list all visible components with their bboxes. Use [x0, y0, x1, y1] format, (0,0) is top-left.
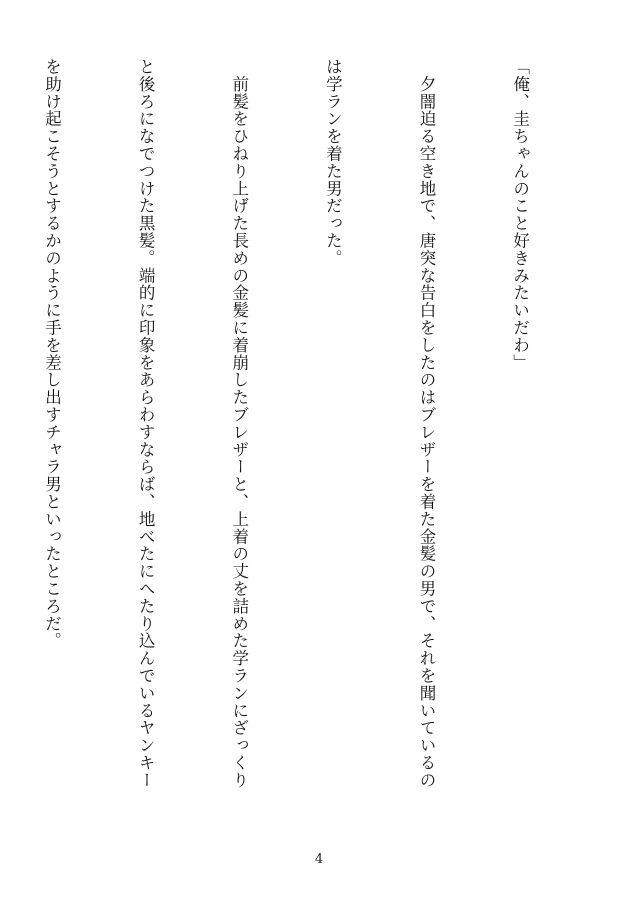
text-line-6: を助け起こそうとするかのように手を差し出すチャラ男といったところだ。 — [42, 58, 62, 650]
text-line-3: は学ランを着た男だった。 — [323, 58, 343, 267]
text-line-2: 夕闇迫る空き地で、唐突な告白をしたのはブレザーを着た金髪の男で、それを聞いているの — [416, 58, 436, 789]
body-text — [42, 58, 598, 833]
text-line-5: と後ろになでつけた黒髪。端的に印象をあらわすならば、地べたにへたり込んでいるヤンキー — [136, 58, 156, 789]
text-line-1: 「俺、圭ちゃんのこと好きみたいだわ」 — [510, 58, 530, 372]
page-number: 4 — [314, 852, 324, 867]
text-line-4: 前髪をひねり上げた長めの金髪に着崩したブレザーと、上着の丈を詰めた学ランにざっくり — [229, 58, 249, 789]
